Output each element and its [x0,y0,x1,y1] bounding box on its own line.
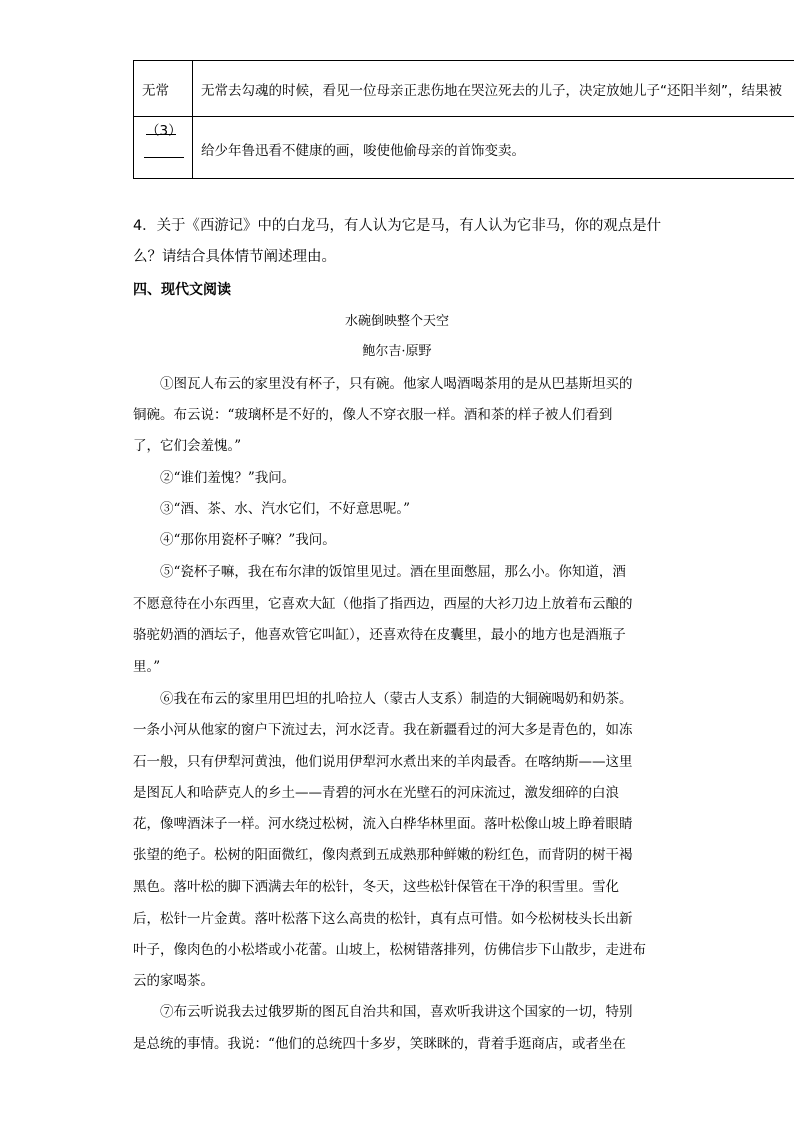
article-line: 黑色。落叶松的脚下洒满去年的松针，冬天，这些松针保管在干净的积雪里。雪化 [133,879,619,895]
article-line: 云的家喝茶。 [133,973,214,989]
article-line: ③“酒、茶、水、汽水它们，不好意思呢。” [160,501,411,517]
question-4-line-2: 么？请结合具体情节阐述理由。 [133,249,336,265]
character-table [133,60,794,179]
article-line: 张望的绝子。松树的阳面微红，像肉煮到五成熟那种鲜嫩的粉红色，而背阴的树干褐 [133,847,633,863]
article-line: ⑤“瓷杯子嘛，我在布尔津的饭馆里见过。酒在里面憋屈，那么小。你知道，酒 [160,564,626,580]
character-desc: 给少年鲁迅看不健康的画，唆使他偷母亲的首饰变卖。 [201,143,525,159]
article-line: 了，它们会羞愧。” [133,438,242,454]
character-desc: 无常去勾魂的时候，看见一位母亲正悲伤地在哭泣死去的儿子，决定放她儿子“还阳半刻”，结果被 [201,83,782,99]
article-line: ⑥我在布云的家里用巴坦的扎哈拉人（蒙古人支系）制造的大铜碗喝奶和奶茶。 [160,691,633,707]
article-line: 一条小河从他家的窗户下流过去，河水泛青。我在新疆看过的河大多是青色的，如冻 [133,722,633,738]
question-4-line-1: 4．关于《西游记》中的白龙马，有人认为它是马，有人认为它非马，你的观点是什 [133,218,662,234]
answer-blank-cell[interactable] [134,117,193,178]
blank-number: （3） [146,123,182,139]
article-line: 石一般，只有伊犁河黄浊，他们说用伊犁河水煮出来的羊肉最香。在喀纳斯——这里 [133,754,633,770]
section-heading: 四、现代文阅读 [133,282,231,298]
table-row [134,117,794,178]
character-desc-cell [193,61,794,116]
article-title: 水碗倒映整个天空 [344,314,449,329]
article-line: ②“谁们羞愧？”我问。 [160,470,296,486]
article-line: 后，松针一片金黄。落叶松落下这么高贵的松针，真有点可惜。如今松树枝头长出新 [133,911,633,927]
blank-underline [146,134,176,135]
article-line: ①图瓦人布云的家里没有杯子，只有碗。他家人喝酒喝茶用的是从巴基斯坦买的 [160,376,633,392]
article-author: 鲍尔吉·原野 [362,344,432,359]
article-line: 是图瓦人和哈萨克人的乡土——青碧的河水在光壁石的河床流过，激发细碎的白浪 [133,785,619,801]
character-desc-cell [193,117,794,178]
article-line: 花，像啤酒沫子一样。河水绕过松树，流入白桦华林里面。落叶松像山坡上睁着眼睛 [133,816,633,832]
article-line: 不愿意待在小东西里，它喜欢大缸（他指了指西边，西屋的大衫刀边上放着布云酿的 [133,596,633,612]
article-line: ⑦布云听说我去过俄罗斯的图瓦自治共和国，喜欢听我讲这个国家的一切，特别 [160,1004,633,1020]
character-name: 无常 [142,83,169,99]
table-row [134,61,794,117]
article-line: 是总统的事情。我说：“他们的总统四十多岁，笑眯眯的，背着手逛商店，或者坐在 [133,1036,626,1052]
article-line: 铜碗。布云说：“玻璃杯是不好的，像人不穿衣服一样。酒和茶的样子被人们看到 [133,407,613,423]
article-line: 里。” [133,659,161,675]
article-line: 叶子，像肉色的小松塔或小花蕾。山坡上，松树错落排列，仿佛信步下山散步，走进布 [133,942,646,958]
character-name-cell [134,61,193,116]
blank-answer-line[interactable] [144,157,184,158]
article-line: 骆驼奶酒的酒坛子，他喜欢管它叫缸），还喜欢待在皮囊里，最小的地方也是酒瓶子 [133,627,626,643]
article-line: ④“那你用瓷杯子嘛？”我问。 [160,532,336,548]
